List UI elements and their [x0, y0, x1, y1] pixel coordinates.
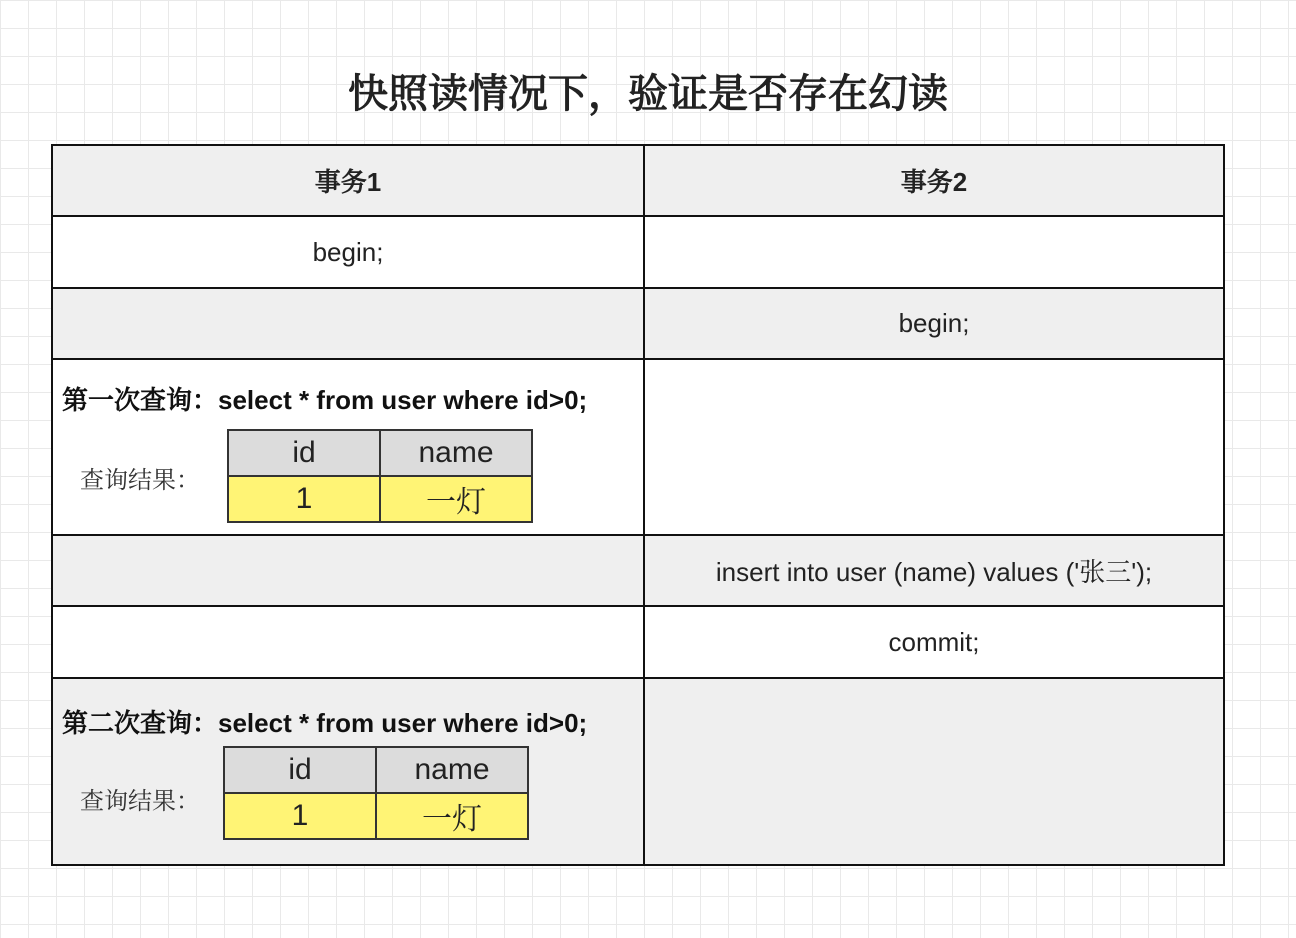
first-query-text: 第一次查询：select * from user where id>0;: [62, 385, 588, 415]
t2-insert: insert into user (name) values ('张三');: [645, 536, 1223, 607]
diagram-title: 快照读情况下，验证是否存在幻读: [348, 71, 948, 117]
t1-empty-2: [53, 536, 645, 607]
transaction-table: [51, 144, 1225, 866]
t2-begin: begin;: [645, 289, 1223, 360]
t1-begin: begin;: [53, 217, 645, 289]
t2-commit: commit;: [645, 607, 1223, 679]
result-header-name: name: [380, 430, 532, 476]
result-cell-id: 1: [224, 793, 376, 839]
result-cell-name: 一灯: [376, 793, 528, 839]
t2-empty-3: [645, 679, 1223, 864]
t1-empty-1: [53, 289, 645, 360]
second-result-label: 查询结果：: [80, 788, 200, 815]
header-transaction-2: 事务2: [645, 146, 1223, 217]
result-header-id: id: [228, 430, 380, 476]
result-header-id: id: [224, 747, 376, 793]
t2-empty-1: [645, 217, 1223, 289]
first-result-table: [227, 429, 533, 523]
result-header-name: name: [376, 747, 528, 793]
t1-first-query: [53, 360, 645, 536]
t2-empty-2: [645, 360, 1223, 536]
result-cell-id: 1: [228, 476, 380, 522]
result-cell-name: 一灯: [380, 476, 532, 522]
second-query-text: 第二次查询：select * from user where id>0;: [62, 708, 588, 738]
t1-empty-3: [53, 607, 645, 679]
header-transaction-1: 事务1: [53, 146, 645, 217]
second-result-table: [223, 746, 529, 840]
first-result-label: 查询结果：: [80, 467, 200, 494]
t1-second-query: [53, 679, 645, 864]
